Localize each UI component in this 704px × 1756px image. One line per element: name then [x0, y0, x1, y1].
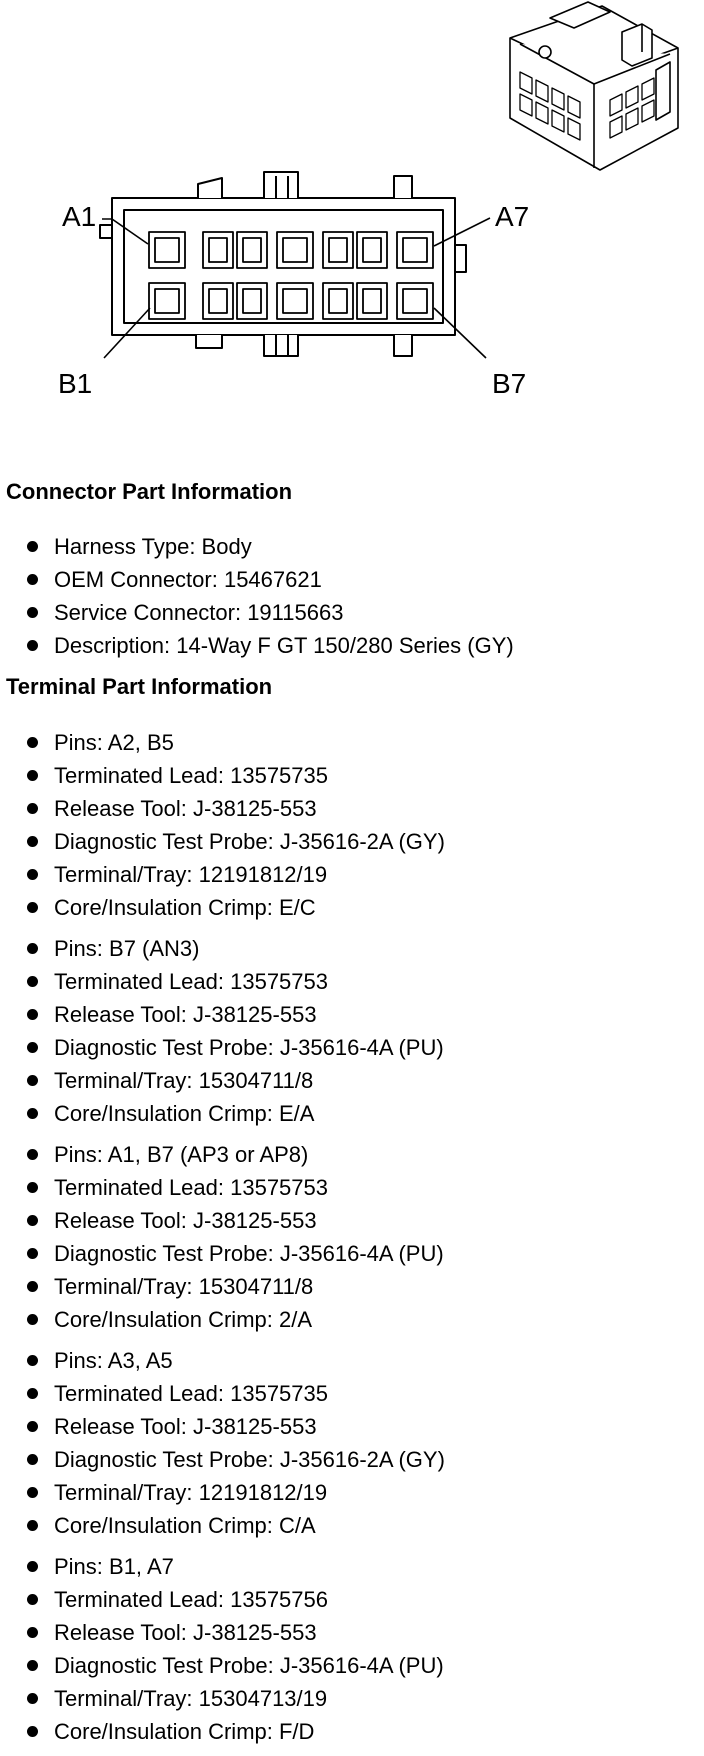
terminal-info-item: Terminal/Tray: 15304713/19: [0, 1682, 445, 1715]
connector-face-drawing: [0, 150, 704, 380]
connector-info-item: Harness Type: Body: [0, 530, 514, 563]
terminal-info-item: Core/Insulation Crimp: E/A: [0, 1097, 445, 1130]
connector-info-item: OEM Connector: 15467621: [0, 563, 514, 596]
terminal-info-item: Terminated Lead: 13575753: [0, 1171, 445, 1204]
terminal-info-item: Diagnostic Test Probe: J-35616-4A (PU): [0, 1649, 445, 1682]
terminal-info-item: Terminated Lead: 13575753: [0, 965, 445, 998]
pin-label-a1: A1: [62, 201, 97, 232]
terminal-info-item: Diagnostic Test Probe: J-35616-4A (PU): [0, 1031, 445, 1064]
terminal-info-item: Terminated Lead: 13575756: [0, 1583, 445, 1616]
terminal-info-item: Terminated Lead: 13575735: [0, 1377, 445, 1410]
terminal-group-list: [0, 726, 445, 924]
terminal-group-list: [0, 932, 445, 1130]
pin-label-a7: A7: [495, 201, 530, 232]
pin-label-b7: B7: [492, 368, 527, 399]
terminal-info-item: Core/Insulation Crimp: C/A: [0, 1509, 445, 1542]
terminal-info-item: Terminal/Tray: 15304711/8: [0, 1270, 445, 1303]
terminal-info-item: Release Tool: J-38125-553: [0, 1616, 445, 1649]
terminal-group: [0, 932, 445, 1130]
terminal-info-item: Diagnostic Test Probe: J-35616-4A (PU): [0, 1237, 445, 1270]
terminal-info-item: Core/Insulation Crimp: F/D: [0, 1715, 445, 1748]
terminal-group-list: [0, 1138, 445, 1336]
terminal-group-list: [0, 1344, 445, 1542]
terminal-group: [0, 1550, 445, 1748]
connector-info-item: Description: 14-Way F GT 150/280 Series (GY): [0, 629, 514, 662]
terminal-info-item: Terminal/Tray: 12191812/19: [0, 1476, 445, 1509]
terminal-info-item: Core/Insulation Crimp: 2/A: [0, 1303, 445, 1336]
terminal-info-item: Pins: B7 (AN3): [0, 932, 445, 965]
terminal-info-item: Terminal/Tray: 12191812/19: [0, 858, 445, 891]
terminal-group: [0, 726, 445, 924]
terminal-info-item: Release Tool: J-38125-553: [0, 1410, 445, 1443]
pin-label-b1: B1: [58, 368, 93, 399]
terminal-info-groups: [0, 726, 445, 1756]
terminal-info-item: Diagnostic Test Probe: J-35616-2A (GY): [0, 825, 445, 858]
connector-info-title: Connector Part Information: [6, 479, 293, 504]
connector-figure: [0, 0, 704, 430]
terminal-info-item: Release Tool: J-38125-553: [0, 998, 445, 1031]
connector-isometric-drawing: [490, 0, 690, 175]
connector-info-list: [0, 530, 514, 662]
terminal-group: [0, 1138, 445, 1336]
connector-info-item: Service Connector: 19115663: [0, 596, 514, 629]
terminal-group-list: [0, 1550, 445, 1748]
terminal-info-item: Pins: A1, B7 (AP3 or AP8): [0, 1138, 445, 1171]
terminal-info-item: Core/Insulation Crimp: E/C: [0, 891, 445, 924]
terminal-info-title: Terminal Part Information: [6, 674, 273, 699]
terminal-group: [0, 1344, 445, 1542]
terminal-info-item: Pins: A2, B5: [0, 726, 445, 759]
terminal-info-item: Pins: A3, A5: [0, 1344, 445, 1377]
terminal-info-item: Terminated Lead: 13575735: [0, 759, 445, 792]
terminal-info-item: Terminal/Tray: 15304711/8: [0, 1064, 445, 1097]
terminal-info-item: Release Tool: J-38125-553: [0, 1204, 445, 1237]
terminal-info-item: Pins: B1, A7: [0, 1550, 445, 1583]
terminal-info-item: Release Tool: J-38125-553: [0, 792, 445, 825]
terminal-info-item: Diagnostic Test Probe: J-35616-2A (GY): [0, 1443, 445, 1476]
